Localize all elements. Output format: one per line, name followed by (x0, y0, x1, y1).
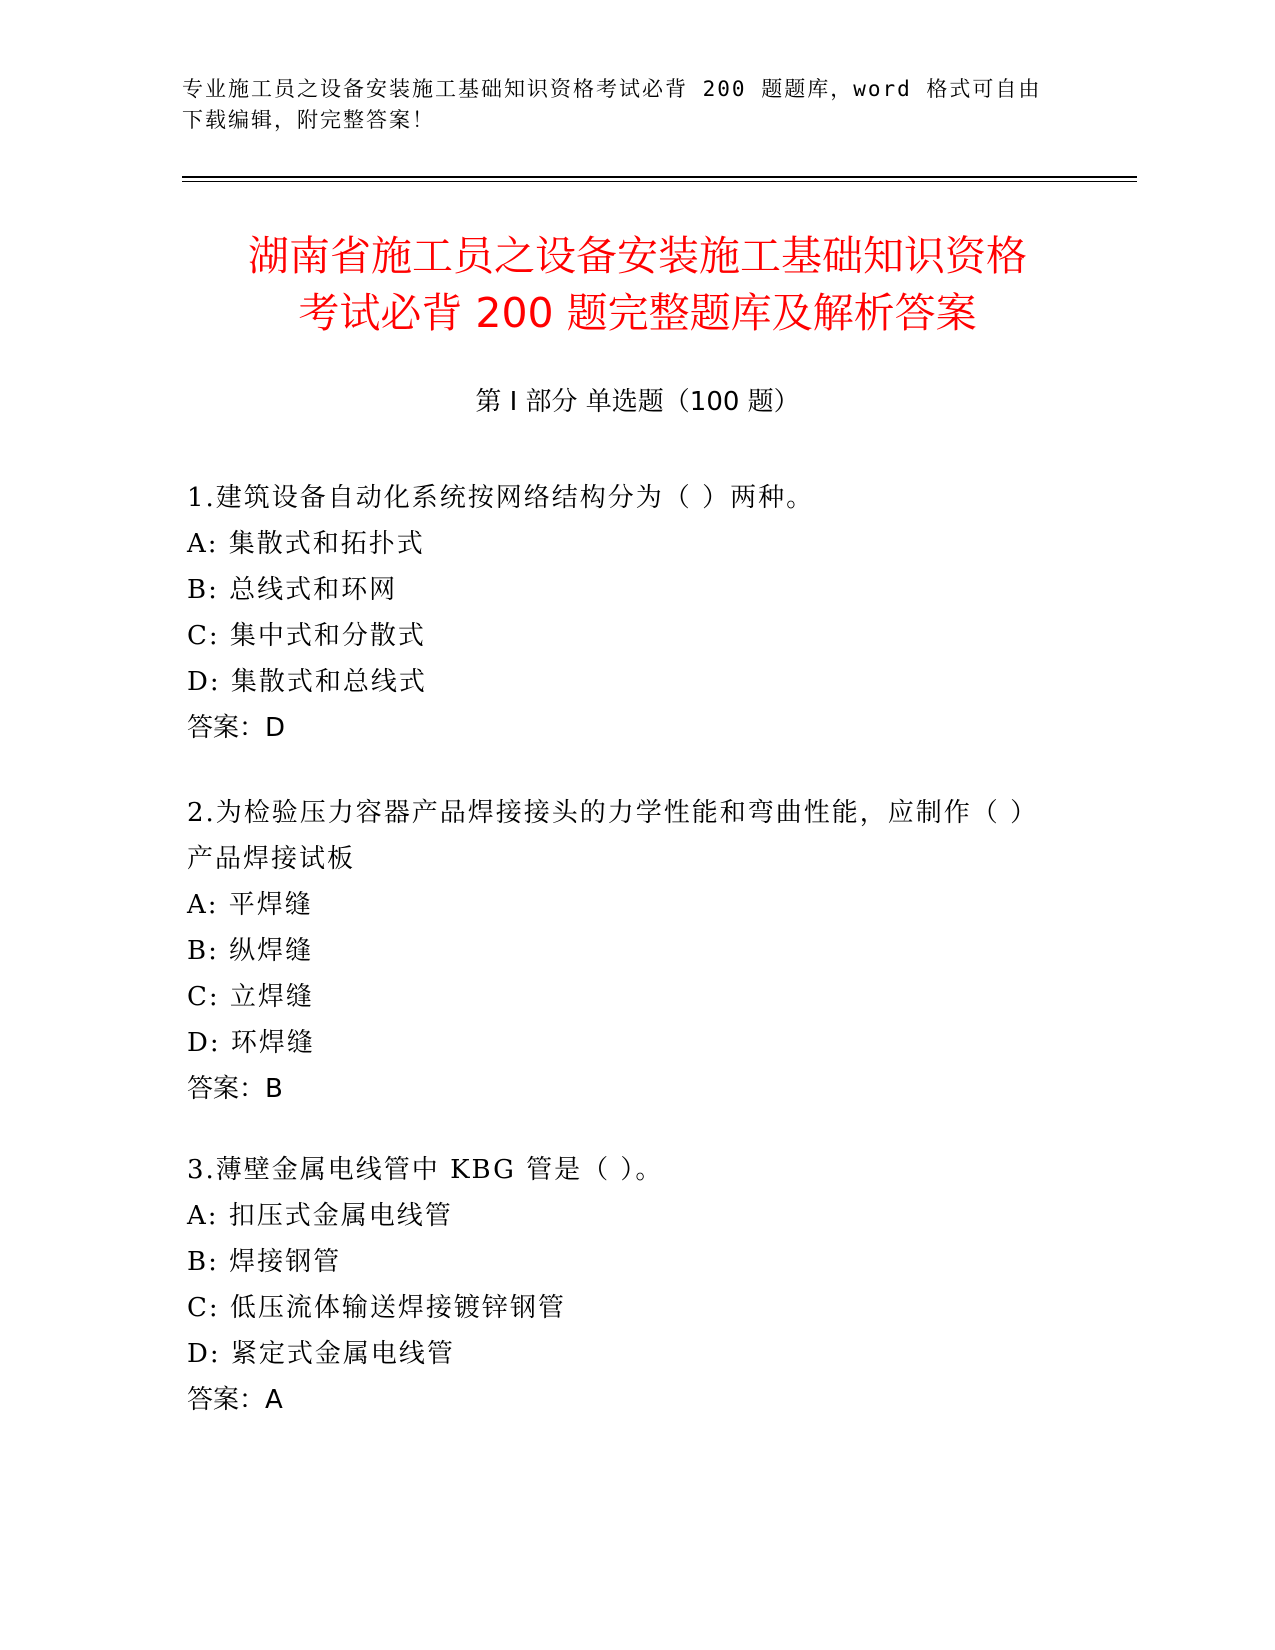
answer: 答案：D (187, 713, 286, 743)
option-a: A: 扣压式金属电线管 (187, 1201, 453, 1231)
option-b: B: 焊接钢管 (187, 1247, 342, 1277)
header-line-2: 下载编辑，附完整答案！ (182, 108, 435, 132)
option-d: D: 集散式和总线式 (187, 667, 427, 697)
title-line-2: 考试必背 200 题完整题库及解析答案 (298, 289, 977, 337)
option-c: C: 立焊缝 (187, 982, 314, 1012)
question-stem-continued: 产品焊接试板 (187, 844, 356, 874)
header-divider-thin (182, 181, 1137, 182)
section-heading: 第 I 部分 单选题（100 题） (475, 387, 800, 417)
option-b: B: 纵焊缝 (187, 936, 314, 966)
question-2 (187, 790, 1087, 1112)
question-stem: 2.为检验压力容器产品焊接接头的力学性能和弯曲性能，应制作（ ） (187, 798, 1039, 828)
question-stem: 1.建筑设备自动化系统按网络结构分为（ ）两种。 (187, 483, 815, 513)
question-3 (187, 1147, 1087, 1423)
option-d: D: 紧定式金属电线管 (187, 1339, 455, 1369)
option-a: A: 集散式和拓扑式 (187, 529, 425, 559)
question-1 (187, 475, 1087, 751)
option-c: C: 低压流体输送焊接镀锌钢管 (187, 1293, 566, 1323)
option-c: C: 集中式和分散式 (187, 621, 426, 651)
answer: 答案：A (187, 1385, 283, 1415)
answer: 答案：B (187, 1074, 283, 1104)
option-d: D: 环焊缝 (187, 1028, 315, 1058)
document-title (160, 228, 1115, 342)
title-line-1: 湖南省施工员之设备安装施工基础知识资格 (248, 232, 1027, 280)
option-b: B: 总线式和环网 (187, 575, 398, 605)
option-a: A: 平焊缝 (187, 890, 313, 920)
question-stem: 3.薄壁金属电线管中 KBG 管是（ ）。 (187, 1155, 664, 1185)
header-divider-thick (182, 176, 1137, 178)
header-line-1: 专业施工员之设备安装施工基础知识资格考试必背 200 题题库，word 格式可自由 (182, 77, 1042, 101)
document-header (182, 74, 1082, 136)
